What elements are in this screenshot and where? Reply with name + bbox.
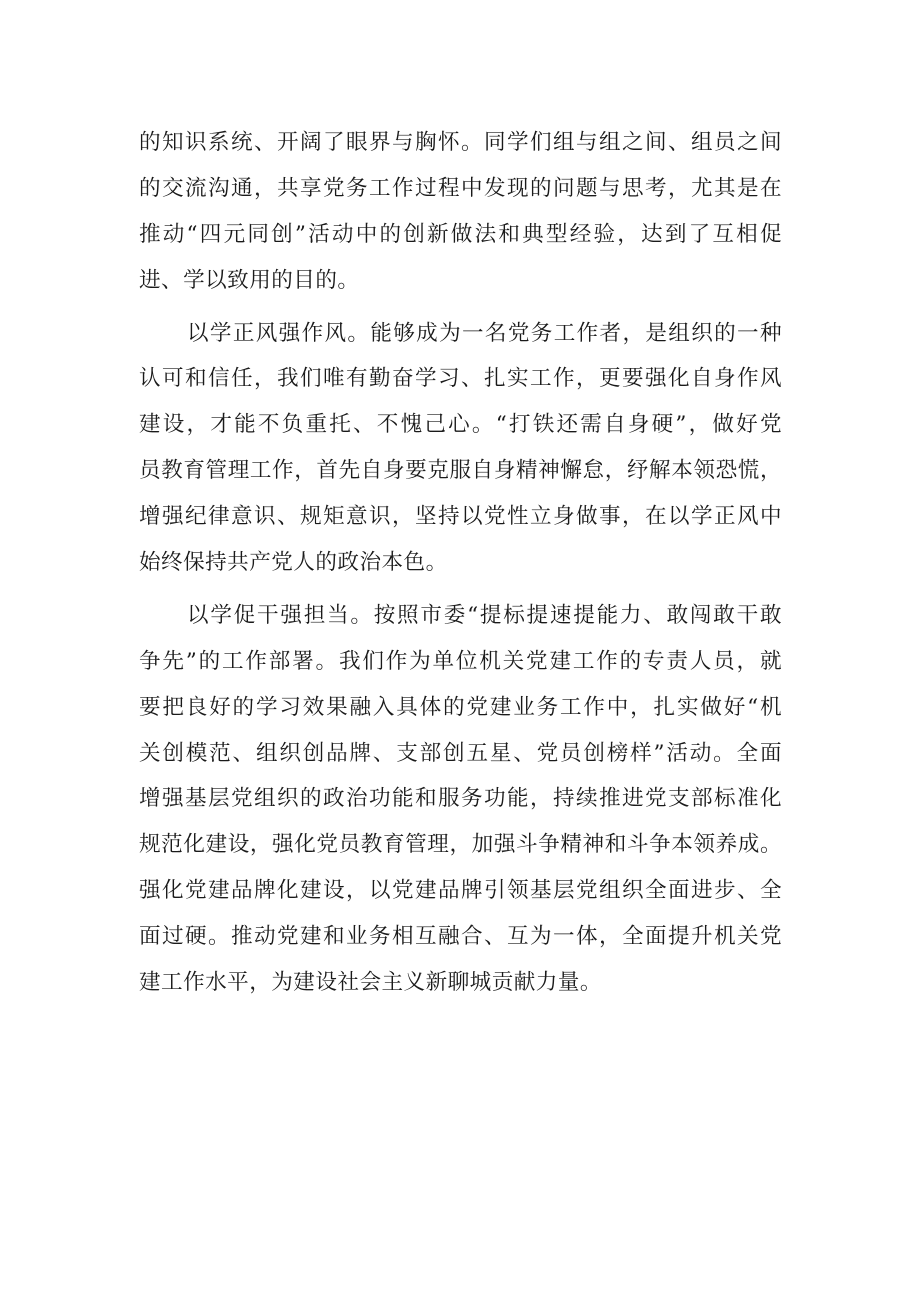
text-line: 的知识系统、开阔了眼界与胸怀。同学们组与组之间、组员之间 (139, 130, 782, 155)
text-line: 增强纪律意识、规矩意识，坚持以党性立身做事，在以学正风中 (139, 504, 782, 530)
paragraph-1 (139, 120, 782, 304)
text-line: 员教育管理工作，首先自身要克服自身精神懈怠，纾解本领恐慌， (139, 458, 782, 484)
text-line: 规范化建设，强化党员教育管理，加强斗争精神和斗争本领养成。 (139, 832, 782, 858)
text-line: 的交流沟通，共享党务工作过程中发现的问题与思考，尤其是在 (139, 175, 782, 201)
text-line: 认可和信任，我们唯有勤奋学习、扎实工作，更要强化自身作风 (139, 366, 782, 392)
text-line: 要把良好的学习效果融入具体的党建业务工作中，扎实做好“机 (139, 694, 782, 720)
text-line: 始终保持共产党人的政治本色。 (139, 550, 448, 576)
text-line: 面过硬。推动党建和业务相互融合、互为一体，全面提升机关党 (139, 924, 782, 950)
text-line: 以学促干强担当。按照市委“提标提速提能力、敢闯敢干敢 (187, 602, 782, 628)
text-line: 推动“四元同创”活动中的创新做法和典型经验，达到了互相促 (139, 221, 782, 247)
text-line: 强化党建品牌化建设，以党建品牌引领基层党组织全面进步、全 (139, 878, 782, 904)
text-line: 争先”的工作部署。我们作为单位机关党建工作的专责人员，就 (139, 648, 782, 674)
text-line: 关创模范、组织创品牌、支部创五星、党员创榜样”活动。全面 (139, 740, 782, 766)
paragraph-2 (139, 311, 782, 586)
document-body (139, 120, 782, 1006)
paragraph-3 (139, 593, 782, 1006)
text-line: 进、学以致用的目的。 (139, 267, 360, 293)
text-line: 建工作水平，为建设社会主义新聊城贡献力量。 (139, 970, 602, 996)
text-line: 建设，才能不负重托、不愧己心。“打铁还需自身硬”，做好党 (139, 412, 782, 438)
text-line: 增强基层党组织的政治功能和服务功能，持续推进党支部标准化 (139, 786, 782, 812)
text-line: 以学正风强作风。能够成为一名党务工作者，是组织的一种 (187, 320, 782, 346)
